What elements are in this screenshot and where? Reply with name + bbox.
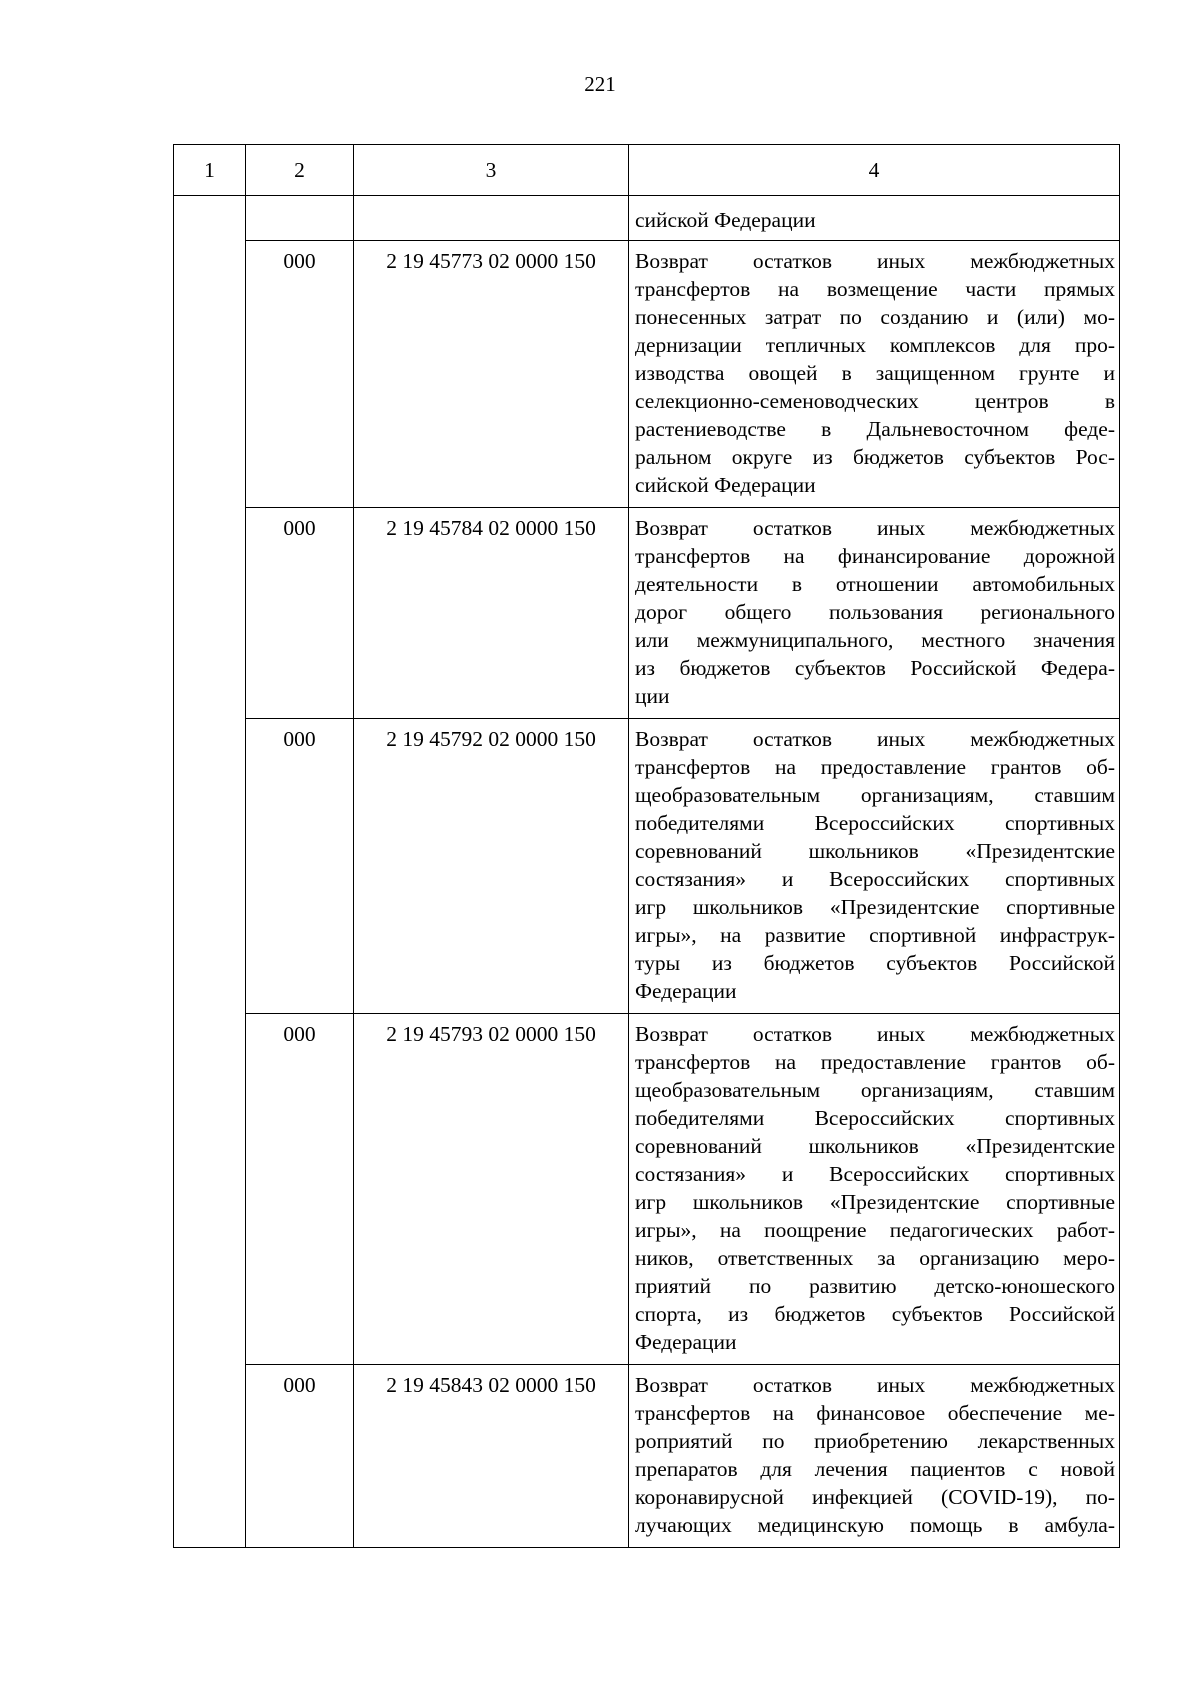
- description-line: ральном округе из бюджетов субъектов Рос-: [635, 445, 1115, 469]
- table-header-row: [174, 145, 1120, 196]
- description-line: Возврат остатков иных межбюджетных: [635, 1373, 1115, 1397]
- table-row: [174, 196, 1120, 241]
- description-line: состязания» и Всероссийских спортивных: [635, 867, 1115, 891]
- description-line: трансфертов на предоставление грантов об-: [635, 755, 1115, 779]
- description-line: состязания» и Всероссийских спортивных: [635, 1162, 1115, 1186]
- cell-description: [629, 1014, 1120, 1365]
- page-number: 221: [584, 72, 616, 96]
- description-line: Федерации: [635, 979, 737, 1003]
- description-line: из бюджетов субъектов Российской Федера-: [635, 656, 1115, 680]
- description-line: спорта, из бюджетов субъектов Российской: [635, 1302, 1115, 1326]
- description-line: трансфертов на возмещение части прямых: [635, 277, 1115, 301]
- cell-description: [629, 196, 1120, 241]
- description-line: игр школьников «Президентские спортивные: [635, 895, 1115, 919]
- description-line: понесенных затрат по созданию и (или) мо-: [635, 305, 1115, 329]
- description-line: победителями Всероссийских спортивных: [635, 1106, 1115, 1130]
- table-row: [174, 1014, 1120, 1365]
- description-line: приятий по развитию детско-юношеского: [635, 1274, 1115, 1298]
- description-line: ции: [635, 684, 670, 708]
- cell-budget-code: 2 19 45773 02 0000 150: [354, 241, 629, 508]
- description-line: щеобразовательным организациям, ставшим: [635, 783, 1115, 807]
- header-col-2: 2: [246, 145, 354, 196]
- table-row: [174, 719, 1120, 1014]
- cell-budget-code: 2 19 45792 02 0000 150: [354, 719, 629, 1014]
- description-line: коронавирусной инфекцией (COVID-19), по-: [635, 1485, 1115, 1509]
- description-line: щеобразовательным организациям, ставшим: [635, 1078, 1115, 1102]
- description-line: изводства овощей в защищенном грунте и: [635, 361, 1115, 385]
- cell-admin-code: 000: [246, 508, 354, 719]
- cell-budget-code: [354, 196, 629, 241]
- description-line: игры», на развитие спортивной инфраструк-: [635, 923, 1115, 947]
- description-line: Возврат остатков иных межбюджетных: [635, 1022, 1115, 1046]
- cell-admin-code: 000: [246, 1014, 354, 1365]
- description-line: Возврат остатков иных межбюджетных: [635, 249, 1115, 273]
- description-line: трансфертов на предоставление грантов об-: [635, 1050, 1115, 1074]
- cell-description: [629, 719, 1120, 1014]
- cell-col-1: [174, 196, 246, 1548]
- cell-budget-code: 2 19 45793 02 0000 150: [354, 1014, 629, 1365]
- description-line: ников, ответственных за организацию меро-: [635, 1246, 1115, 1270]
- description-line: Возврат остатков иных межбюджетных: [635, 727, 1115, 751]
- description-line: сийской Федерации: [635, 473, 816, 497]
- cell-description: [629, 241, 1120, 508]
- description-line: победителями Всероссийских спортивных: [635, 811, 1115, 835]
- description-line: игр школьников «Президентские спортивные: [635, 1190, 1115, 1214]
- description-line: соревнований школьников «Президентские: [635, 839, 1115, 863]
- description-line: деятельности в отношении автомобильных: [635, 572, 1115, 596]
- description-line: трансфертов на финансирование дорожной: [635, 544, 1115, 568]
- description-line: дорог общего пользования регионального: [635, 600, 1115, 624]
- header-col-4: 4: [629, 145, 1120, 196]
- description-line: трансфертов на финансовое обеспечение ме-: [635, 1401, 1115, 1425]
- cell-description: [629, 1365, 1120, 1548]
- description-line: дернизации тепличных комплексов для про-: [635, 333, 1115, 357]
- description-line: препаратов для лечения пациентов с новой: [635, 1457, 1115, 1481]
- description-line: туры из бюджетов субъектов Российской: [635, 951, 1115, 975]
- description-line: сийской Федерации: [635, 208, 816, 232]
- budget-codes-table: [173, 144, 1120, 1548]
- table-row: [174, 241, 1120, 508]
- description-line: селекционно-семеноводческих центров в: [635, 389, 1115, 413]
- description-line: соревнований школьников «Президентские: [635, 1134, 1115, 1158]
- cell-admin-code: [246, 196, 354, 241]
- description-line: или межмуниципального, местного значения: [635, 628, 1115, 652]
- table-body: [174, 196, 1120, 1548]
- description-line: лучающих медицинскую помощь в амбула-: [635, 1513, 1115, 1537]
- table-row: [174, 1365, 1120, 1548]
- cell-admin-code: 000: [246, 719, 354, 1014]
- header-col-3: 3: [354, 145, 629, 196]
- table-row: [174, 508, 1120, 719]
- description-line: Возврат остатков иных межбюджетных: [635, 516, 1115, 540]
- description-line: игры», на поощрение педагогических работ-: [635, 1218, 1115, 1242]
- description-line: роприятий по приобретению лекарственных: [635, 1429, 1115, 1453]
- cell-admin-code: 000: [246, 241, 354, 508]
- cell-admin-code: 000: [246, 1365, 354, 1548]
- cell-budget-code: 2 19 45843 02 0000 150: [354, 1365, 629, 1548]
- cell-description: [629, 508, 1120, 719]
- cell-budget-code: 2 19 45784 02 0000 150: [354, 508, 629, 719]
- description-line: растениеводстве в Дальневосточном феде-: [635, 417, 1115, 441]
- description-line: Федерации: [635, 1330, 737, 1354]
- header-col-1: 1: [174, 145, 246, 196]
